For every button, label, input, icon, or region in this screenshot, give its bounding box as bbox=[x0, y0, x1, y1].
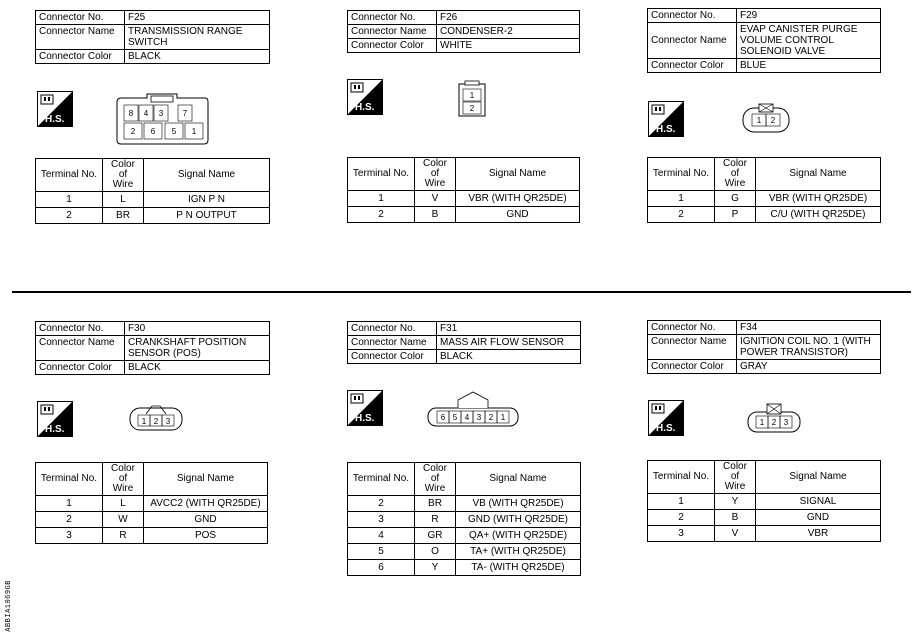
connector-no-label: Connector No. bbox=[36, 322, 125, 336]
pin-label: 3 bbox=[158, 109, 164, 118]
pin-label: 8 bbox=[128, 109, 134, 118]
table-row bbox=[36, 192, 270, 208]
terminal-table bbox=[347, 157, 580, 223]
terminal-table-f31 bbox=[347, 462, 581, 576]
connector-f34-face bbox=[746, 402, 802, 439]
table-cell: GND bbox=[456, 207, 580, 223]
connector-f25-face bbox=[115, 92, 210, 153]
connector-no-value: F25 bbox=[125, 11, 270, 25]
table-cell: SIGNAL bbox=[756, 494, 881, 510]
connector-no-value: F34 bbox=[737, 321, 881, 335]
signal-name-header: Signal Name bbox=[456, 463, 581, 496]
pin-label: 3 bbox=[165, 417, 171, 426]
table-row bbox=[648, 207, 881, 223]
connector-f29-face bbox=[741, 102, 791, 139]
pin-label: 2 bbox=[771, 418, 777, 427]
hs-badge-text: H.S. bbox=[355, 413, 375, 424]
table-cell: 1 bbox=[648, 494, 715, 510]
table-cell: GND (WITH QR25DE) bbox=[456, 512, 581, 528]
connector-color-value: WHITE bbox=[437, 39, 580, 53]
harness-side-icon bbox=[648, 400, 684, 436]
table-cell: R bbox=[415, 512, 456, 528]
connector-f31-face bbox=[426, 390, 520, 433]
connector-f30-panel bbox=[35, 321, 270, 375]
table-cell: TA- (WITH QR25DE) bbox=[456, 560, 581, 576]
signal-name-header: Signal Name bbox=[756, 158, 881, 191]
table-row bbox=[648, 191, 881, 207]
pin-label: 7 bbox=[182, 109, 188, 118]
signal-name-header: Signal Name bbox=[144, 159, 270, 192]
connector-no-label: Connector No. bbox=[648, 9, 737, 23]
table-cell: 1 bbox=[348, 191, 415, 207]
connector-color-value: BLUE bbox=[737, 59, 881, 73]
connector-color-label: Connector Color bbox=[36, 50, 125, 64]
table-cell: BR bbox=[415, 496, 456, 512]
table-cell: P N OUTPUT bbox=[144, 208, 270, 224]
table-cell: B bbox=[715, 510, 756, 526]
table-row bbox=[348, 191, 580, 207]
connector-name-value: TRANSMISSION RANGE SWITCH bbox=[125, 25, 270, 50]
terminal-no-header: Terminal No. bbox=[348, 158, 415, 191]
terminal-no-header: Terminal No. bbox=[348, 463, 415, 496]
pin-label: 1 bbox=[756, 116, 762, 125]
table-cell: 4 bbox=[348, 528, 415, 544]
terminal-no-header: Terminal No. bbox=[648, 461, 715, 494]
connector-color-value: BLACK bbox=[125, 50, 270, 64]
terminal-no-header: Terminal No. bbox=[648, 158, 715, 191]
table-cell: 3 bbox=[648, 526, 715, 542]
connector-color-label: Connector Color bbox=[648, 360, 737, 374]
table-cell: VB (WITH QR25DE) bbox=[456, 496, 581, 512]
table-cell: Y bbox=[715, 494, 756, 510]
connector-color-value: GRAY bbox=[737, 360, 881, 374]
connector-color-value: BLACK bbox=[125, 361, 270, 375]
harness-side-icon bbox=[37, 401, 73, 437]
connector-name-value: IGNITION COIL NO. 1 (WITH POWER TRANSISTOR) bbox=[737, 335, 881, 360]
connector-info-table bbox=[35, 321, 270, 375]
table-cell: V bbox=[715, 526, 756, 542]
figure-code: ABBIA1069GB bbox=[5, 580, 13, 632]
table-cell: Y bbox=[415, 560, 456, 576]
table-cell: B bbox=[415, 207, 456, 223]
connector-name-label: Connector Name bbox=[348, 25, 437, 39]
table-row bbox=[348, 207, 580, 223]
hs-badge-text: H.S. bbox=[45, 114, 65, 125]
terminal-table bbox=[647, 460, 881, 542]
connector-name-label: Connector Name bbox=[36, 25, 125, 50]
pin-label: 2 bbox=[130, 127, 136, 136]
table-cell: 2 bbox=[648, 510, 715, 526]
wire-color-header: Color of Wire bbox=[415, 158, 456, 191]
table-row bbox=[36, 208, 270, 224]
table-cell: VBR bbox=[756, 526, 881, 542]
wire-color-header: Color of Wire bbox=[103, 159, 144, 192]
connector-name-label: Connector Name bbox=[648, 23, 737, 59]
table-row bbox=[348, 544, 581, 560]
table-cell: 1 bbox=[36, 192, 103, 208]
table-row bbox=[348, 496, 581, 512]
table-cell: GR bbox=[415, 528, 456, 544]
connector-name-value: CRANKSHAFT POSITION SENSOR (POS) bbox=[125, 336, 270, 361]
wire-color-header: Color of Wire bbox=[715, 158, 756, 191]
connector-no-value: F26 bbox=[437, 11, 580, 25]
terminal-no-header: Terminal No. bbox=[36, 463, 103, 496]
terminal-table-f26 bbox=[347, 157, 580, 223]
table-row bbox=[348, 560, 581, 576]
pin-label: 6 bbox=[440, 413, 446, 422]
terminal-table bbox=[35, 158, 270, 224]
table-cell: 2 bbox=[36, 512, 103, 528]
pin-label: 1 bbox=[191, 127, 197, 136]
table-cell: 2 bbox=[36, 208, 103, 224]
connector-info-table bbox=[35, 10, 270, 64]
hs-badge-text: H.S. bbox=[45, 424, 65, 435]
terminal-table bbox=[647, 157, 881, 223]
pin-label: 3 bbox=[783, 418, 789, 427]
connector-f25-panel bbox=[35, 10, 270, 64]
connector-no-value: F29 bbox=[737, 9, 881, 23]
connector-no-label: Connector No. bbox=[348, 11, 437, 25]
table-cell: IGN P N bbox=[144, 192, 270, 208]
pin-label: 4 bbox=[143, 109, 149, 118]
table-cell: P bbox=[715, 207, 756, 223]
table-cell: 2 bbox=[348, 207, 415, 223]
table-cell: POS bbox=[144, 528, 268, 544]
connector-color-label: Connector Color bbox=[348, 39, 437, 53]
connector-f26-panel bbox=[347, 10, 580, 53]
table-cell: L bbox=[103, 192, 144, 208]
terminal-table-f29 bbox=[647, 157, 881, 223]
table-cell: 6 bbox=[348, 560, 415, 576]
table-row bbox=[348, 512, 581, 528]
connector-info-table bbox=[647, 8, 881, 73]
table-cell: 2 bbox=[348, 496, 415, 512]
terminal-table bbox=[35, 462, 268, 544]
table-row bbox=[36, 528, 268, 544]
connector-name-value: CONDENSER-2 bbox=[437, 25, 580, 39]
pin-label: 2 bbox=[469, 104, 475, 113]
connector-f30-face bbox=[128, 404, 184, 437]
connector-name-label: Connector Name bbox=[348, 336, 437, 350]
harness-side-icon bbox=[347, 79, 383, 115]
table-cell: AVCC2 (WITH QR25DE) bbox=[144, 496, 268, 512]
connector-color-value: BLACK bbox=[437, 350, 581, 364]
table-cell: QA+ (WITH QR25DE) bbox=[456, 528, 581, 544]
terminal-no-header: Terminal No. bbox=[36, 159, 103, 192]
signal-name-header: Signal Name bbox=[144, 463, 268, 496]
table-cell: 1 bbox=[36, 496, 103, 512]
harness-side-icon bbox=[347, 390, 383, 426]
table-row bbox=[648, 510, 881, 526]
connector-no-label: Connector No. bbox=[648, 321, 737, 335]
terminal-table-f34 bbox=[647, 460, 881, 542]
hs-badge-text: H.S. bbox=[656, 124, 676, 135]
connector-f26-face bbox=[455, 80, 489, 125]
pin-label: 2 bbox=[153, 417, 159, 426]
table-cell: W bbox=[103, 512, 144, 528]
connector-name-value: EVAP CANISTER PURGE VOLUME CONTROL SOLENOID VALVE bbox=[737, 23, 881, 59]
table-cell: BR bbox=[103, 208, 144, 224]
table-cell: VBR (WITH QR25DE) bbox=[456, 191, 580, 207]
table-cell: V bbox=[415, 191, 456, 207]
table-row bbox=[648, 526, 881, 542]
table-cell: 3 bbox=[348, 512, 415, 528]
connector-info-table bbox=[347, 321, 581, 364]
pin-label: 1 bbox=[500, 413, 506, 422]
connector-f31-panel bbox=[347, 321, 581, 364]
terminal-table bbox=[347, 462, 581, 576]
connector-color-label: Connector Color bbox=[36, 361, 125, 375]
wire-color-header: Color of Wire bbox=[415, 463, 456, 496]
table-row bbox=[36, 496, 268, 512]
connector-no-value: F31 bbox=[437, 322, 581, 336]
table-cell: VBR (WITH QR25DE) bbox=[756, 191, 881, 207]
connector-name-value: MASS AIR FLOW SENSOR bbox=[437, 336, 581, 350]
signal-name-header: Signal Name bbox=[756, 461, 881, 494]
pin-label: 4 bbox=[464, 413, 470, 422]
signal-name-header: Signal Name bbox=[456, 158, 580, 191]
table-cell: L bbox=[103, 496, 144, 512]
table-cell: C/U (WITH QR25DE) bbox=[756, 207, 881, 223]
harness-side-icon bbox=[37, 91, 73, 127]
table-cell: TA+ (WITH QR25DE) bbox=[456, 544, 581, 560]
table-cell: 3 bbox=[36, 528, 103, 544]
section-divider bbox=[12, 291, 911, 293]
pin-label: 5 bbox=[452, 413, 458, 422]
pin-label: 3 bbox=[476, 413, 482, 422]
table-cell: 2 bbox=[648, 207, 715, 223]
connector-info-table bbox=[347, 10, 580, 53]
pin-label: 1 bbox=[469, 91, 475, 100]
table-cell: R bbox=[103, 528, 144, 544]
connector-no-value: F30 bbox=[125, 322, 270, 336]
table-row bbox=[36, 512, 268, 528]
table-cell: O bbox=[415, 544, 456, 560]
pin-label: 2 bbox=[770, 116, 776, 125]
connector-no-label: Connector No. bbox=[348, 322, 437, 336]
harness-side-icon bbox=[648, 101, 684, 137]
table-cell: 5 bbox=[348, 544, 415, 560]
wire-color-header: Color of Wire bbox=[103, 463, 144, 496]
connector-name-label: Connector Name bbox=[36, 336, 125, 361]
table-row bbox=[648, 494, 881, 510]
hs-badge-text: H.S. bbox=[355, 102, 375, 113]
table-cell: 1 bbox=[648, 191, 715, 207]
connector-info-table bbox=[647, 320, 881, 374]
connector-f29-panel bbox=[647, 8, 881, 73]
connector-color-label: Connector Color bbox=[648, 59, 737, 73]
wire-color-header: Color of Wire bbox=[715, 461, 756, 494]
connector-name-label: Connector Name bbox=[648, 335, 737, 360]
table-cell: GND bbox=[144, 512, 268, 528]
pin-label: 1 bbox=[141, 417, 147, 426]
pin-label: 5 bbox=[171, 127, 177, 136]
terminal-table-f30 bbox=[35, 462, 268, 544]
pin-label: 1 bbox=[759, 418, 765, 427]
hs-badge-text: H.S. bbox=[656, 423, 676, 434]
connector-color-label: Connector Color bbox=[348, 350, 437, 364]
table-cell: G bbox=[715, 191, 756, 207]
connector-no-label: Connector No. bbox=[36, 11, 125, 25]
terminal-table-f25 bbox=[35, 158, 270, 224]
pin-label: 2 bbox=[488, 413, 494, 422]
pin-label: 6 bbox=[150, 127, 156, 136]
connector-f34-panel bbox=[647, 320, 881, 374]
table-row bbox=[348, 528, 581, 544]
table-cell: GND bbox=[756, 510, 881, 526]
